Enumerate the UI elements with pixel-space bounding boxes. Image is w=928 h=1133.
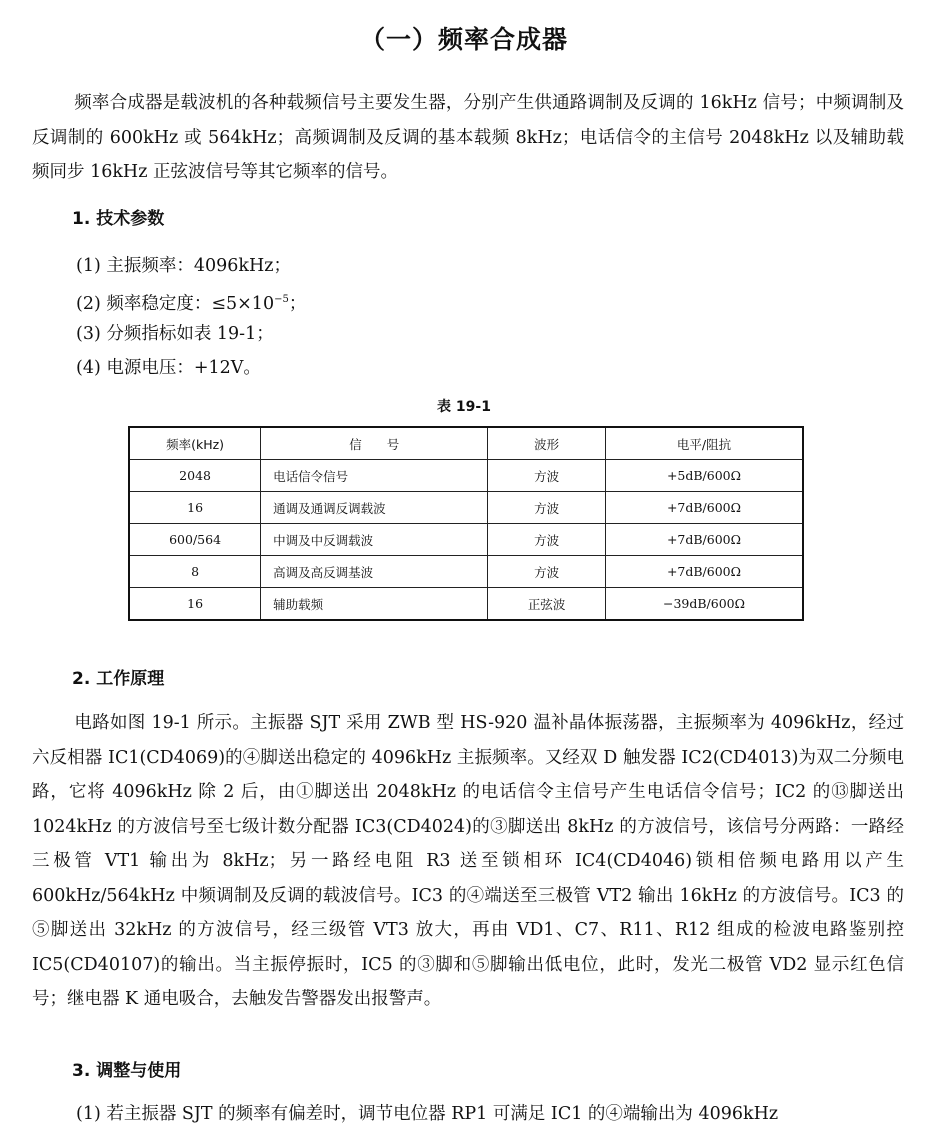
cell-signal: 通调及通调反调载波: [261, 492, 488, 524]
header-frequency: 频率(kHz): [129, 427, 261, 460]
cell-signal: 高调及高反调基波: [261, 556, 488, 588]
cell-waveform: 方波: [488, 492, 606, 524]
parameter-item: (1) 主振频率：4096kHz；: [76, 256, 291, 276]
header-level: 电平/阻抗: [605, 427, 803, 460]
section1-heading: 1. 技术参数: [72, 209, 165, 229]
parameter-item: (3) 分频指标如表 19-1；: [76, 324, 274, 344]
cell-signal: 电话信令信号: [261, 460, 488, 492]
cell-waveform: 方波: [488, 460, 606, 492]
page-title: （一）频率合成器: [359, 25, 568, 54]
frequency-table: [128, 426, 804, 621]
cell-waveform: 方波: [488, 524, 606, 556]
principle-text: 电路如图 19-1 所示。主振器 SJT 采用 ZWB 型 HS-920 温补晶体振荡器，主振频率为 4096kHz，经过六反相器 IC1(CD4069)的④脚送出稳定的 4096kHz 主振频率。又经双 D 触发器 IC2(CD4013)为双二分频电路，它将 4096kHz 除 2 后，由①脚送出 2048kHz 的电话信令主信号产生电话信令信号；IC2 的⑬脚送出 1024kHz 的方波信号至七级计数分配器 IC3(CD4024)的③脚送出 8kHz 的方波信号，该信号分两路：一路经三极管 VT1 输出为 8kHz；另一路经电阻 R3 送至锁相环 IC4(CD4046)锁相倍频电路用以产生 600kHz/564kHz 中频调制及反调的载波信号。IC3 的④端送至三极管 VT2 输出 16kHz 的方波信号。IC3 的⑤脚送出 32kHz 的方波信号，经三级管 VT3 放大，再由 VD1、C7、R11、R12 组成的检波电路鉴别控 IC5(CD40107)的输出。当主振停振时，IC5 的③脚和⑤脚输出低电位，此时，发光二极管 VD2 显示红色信号；继电器 K 通电吸合，去触发告警器发出报警声。: [32, 713, 904, 1009]
table-row: [129, 524, 803, 556]
cell-level: +7dB/600Ω: [605, 556, 803, 588]
intro-paragraph: [32, 86, 904, 190]
cell-level: +7dB/600Ω: [605, 524, 803, 556]
cell-signal: 辅助载频: [261, 588, 488, 621]
table-row: [129, 492, 803, 524]
cell-waveform: 正弦波: [488, 588, 606, 621]
parameter-list: [76, 249, 306, 385]
principle-paragraph: [32, 706, 904, 1017]
exponent: −5: [274, 294, 289, 305]
cell-level: +5dB/600Ω: [605, 460, 803, 492]
header-waveform: 波形: [488, 427, 606, 460]
table-row: [129, 588, 803, 621]
cell-frequency: 16: [129, 588, 261, 621]
table-row: [129, 460, 803, 492]
cell-signal: 中调及中反调载波: [261, 524, 488, 556]
parameter-item: (2) 频率稳定度：$\le 5\times 10^{-5}$；: [76, 293, 307, 314]
cell-waveform: 方波: [488, 556, 606, 588]
cell-frequency: 8: [129, 556, 261, 588]
intro-text: 频率合成器是载波机的各种载频信号主要发生器，分别产生供通路调制及反调的 16kHz 信号；中频调制及反调制的 600kHz 或 564kHz；高频调制及反调的基本载频 8kHz；电话信令的主信号 2048kHz 以及辅助载频同步 16kHz 正弦波信号等其它频率的信号。: [32, 93, 904, 182]
section2-heading: 2. 工作原理: [72, 669, 165, 689]
table-row: [129, 556, 803, 588]
adjustment-text: (1) 若主振器 SJT 的频率有偏差时，调节电位器 RP1 可满足 IC1 的④端输出为 4096kHz: [76, 1104, 779, 1124]
table-caption: 表 19-1: [437, 399, 491, 415]
table-header-row: [129, 427, 803, 460]
cell-frequency: 16: [129, 492, 261, 524]
cell-level: −39dB/600Ω: [605, 588, 803, 621]
adjustment-paragraph: [76, 1097, 904, 1132]
section3-heading: 3. 调整与使用: [72, 1061, 182, 1081]
cell-frequency: 600/564: [129, 524, 261, 556]
header-signal: 信 号: [261, 427, 488, 460]
cell-frequency: 2048: [129, 460, 261, 492]
cell-level: +7dB/600Ω: [605, 492, 803, 524]
parameter-item: (4) 电源电压：+12V。: [76, 358, 261, 378]
